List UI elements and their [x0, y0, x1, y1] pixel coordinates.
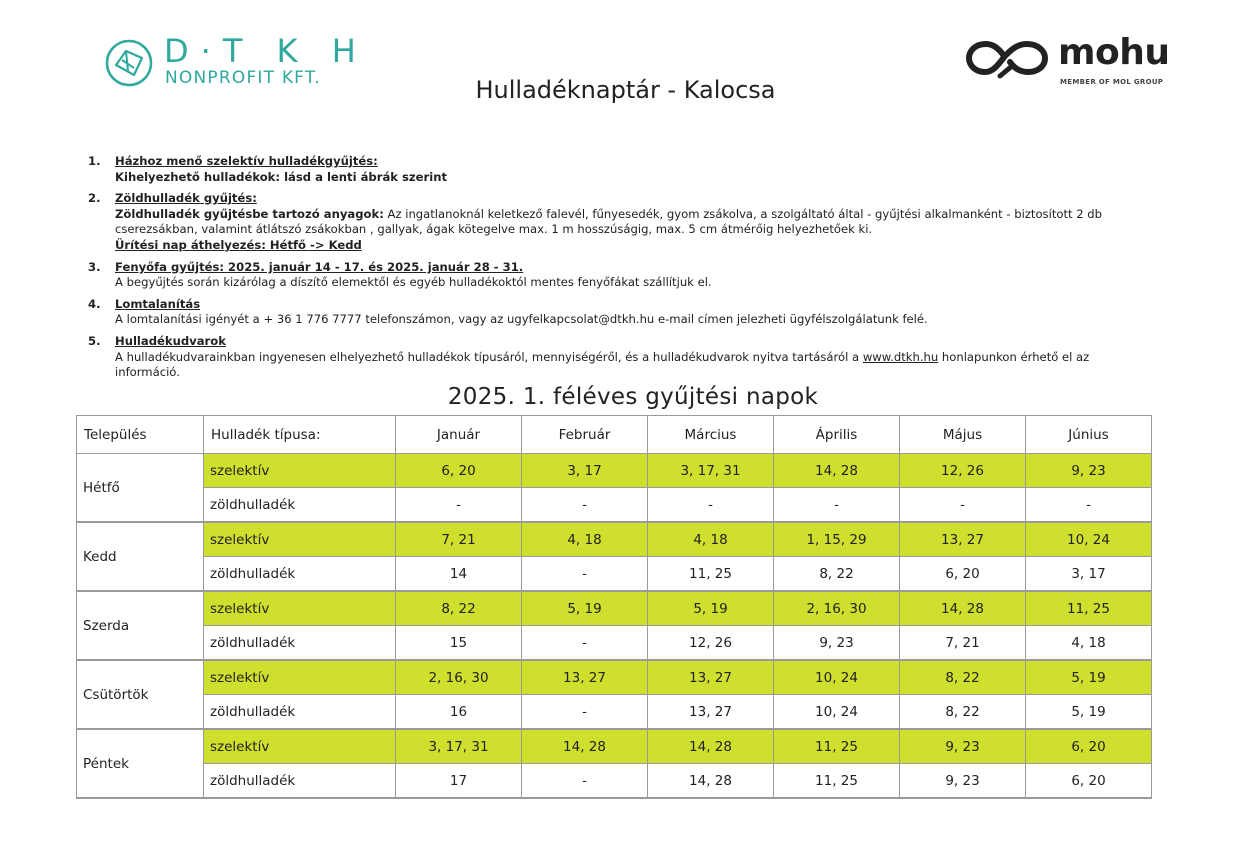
date-cell: 6, 20	[396, 454, 522, 488]
schedule-table	[76, 415, 1152, 799]
date-cell: 9, 23	[774, 626, 900, 661]
item-text	[115, 207, 1148, 238]
date-cell: 3, 17, 31	[396, 729, 522, 764]
column-header: Hulladék típusa:	[204, 416, 396, 454]
date-cell: 6, 20	[900, 557, 1026, 592]
dtkh-logo-subtitle: NONPROFIT KFT.	[165, 68, 322, 88]
info-item-household-collection	[88, 154, 1148, 185]
table-header-row	[77, 416, 1152, 454]
date-cell: 7, 21	[900, 626, 1026, 661]
waste-type-cell: szelektív	[204, 729, 396, 764]
mohu-logo-name: mohu	[1058, 32, 1170, 73]
column-header: Március	[648, 416, 774, 454]
date-cell: 6, 20	[1026, 729, 1152, 764]
schedule-body	[77, 454, 1152, 799]
item-number: 5.	[88, 333, 101, 348]
date-cell: 13, 27	[648, 695, 774, 730]
waste-type-cell: szelektív	[204, 522, 396, 557]
date-cell: 2, 16, 30	[396, 660, 522, 695]
date-cell: 14, 28	[648, 764, 774, 799]
item-heading: Zöldhulladék gyűjtés:	[115, 191, 257, 206]
date-cell: -	[396, 488, 522, 523]
date-cell: 9, 23	[900, 729, 1026, 764]
date-cell: -	[522, 764, 648, 799]
item-text: Kihelyezhető hulladékok: lásd a lenti ábrák szerint	[115, 169, 448, 184]
date-cell: 14, 28	[648, 729, 774, 764]
date-cell: 8, 22	[900, 695, 1026, 730]
date-cell: 1, 15, 29	[774, 522, 900, 557]
date-cell: 5, 19	[648, 591, 774, 626]
item-number: 3.	[88, 259, 101, 274]
item-number: 2.	[88, 191, 101, 206]
date-cell: 3, 17	[1026, 557, 1152, 592]
dtkh-logo-name: D·T K H	[164, 32, 368, 70]
table-row-green-waste	[77, 764, 1152, 799]
date-cell: -	[522, 488, 648, 523]
date-cell: 7, 21	[396, 522, 522, 557]
day-cell: Csütörtök	[77, 660, 204, 729]
item-text	[115, 350, 1148, 381]
date-cell: 11, 25	[774, 764, 900, 799]
date-cell: 12, 26	[648, 626, 774, 661]
date-cell: 5, 19	[1026, 660, 1152, 695]
date-cell: 4, 18	[648, 522, 774, 557]
table-row-green-waste	[77, 695, 1152, 730]
date-cell: 10, 24	[774, 695, 900, 730]
date-cell: 8, 22	[396, 591, 522, 626]
day-cell: Szerda	[77, 591, 204, 660]
date-cell: 12, 26	[900, 454, 1026, 488]
date-cell: 13, 27	[522, 660, 648, 695]
waste-type-cell: szelektív	[204, 454, 396, 488]
day-cell: Péntek	[77, 729, 204, 798]
column-header: Június	[1026, 416, 1152, 454]
table-row-green-waste	[77, 488, 1152, 523]
mohu-logo-subtitle: MEMBER OF MOL GROUP	[1060, 78, 1164, 86]
date-cell: 3, 17, 31	[648, 454, 774, 488]
table-row-selective	[77, 729, 1152, 764]
info-list	[88, 154, 1148, 387]
date-cell: 14, 28	[522, 729, 648, 764]
day-cell: Hétfő	[77, 454, 204, 523]
column-header: Április	[774, 416, 900, 454]
date-cell: 10, 24	[1026, 522, 1152, 557]
item-heading: Lomtalanítás	[115, 296, 201, 311]
date-cell: 15	[396, 626, 522, 661]
column-header: Február	[522, 416, 648, 454]
date-cell: 5, 19	[1026, 695, 1152, 730]
date-cell: -	[522, 626, 648, 661]
mohu-infinity-icon	[966, 36, 1048, 80]
item-heading: Fenyőfa gyűjtés: 2025. január 14 - 17. és 2025. január 28 - 31.	[115, 259, 524, 274]
date-cell: -	[522, 557, 648, 592]
item-lead: Zöldhulladék gyűjtésbe tartozó anyagok:	[115, 206, 384, 221]
day-cell: Kedd	[77, 522, 204, 591]
waste-type-cell: zöldhulladék	[204, 557, 396, 592]
date-cell: 13, 27	[900, 522, 1026, 557]
item-number: 4.	[88, 296, 101, 311]
column-header: Település	[77, 416, 204, 454]
item-heading: Házhoz menő szelektív hulladékgyűjtés:	[115, 154, 378, 168]
date-cell: -	[774, 488, 900, 523]
column-header: Január	[396, 416, 522, 454]
waste-type-cell: szelektív	[204, 660, 396, 695]
date-cell: -	[648, 488, 774, 523]
date-cell: 4, 18	[1026, 626, 1152, 661]
schedule-title: 2025. 1. féléves gyűjtési napok	[447, 384, 819, 410]
date-cell: 6, 20	[1026, 764, 1152, 799]
date-cell: 9, 23	[1026, 454, 1152, 488]
date-cell: 11, 25	[1026, 591, 1152, 626]
date-cell: 13, 27	[648, 660, 774, 695]
item-note: Ürítési nap áthelyezés: Hétfő -> Kedd	[115, 237, 362, 252]
item-body: Az ingatlanoknál keletkező falevél, fűnyesedék, gyom zsákolva, a szolgáltató által - gyűjtési alkalmanként - biztosított 2 db cserezsákban, valamint átlátszó zsákokban , gallyak, ágak kötegelve max. 1 m hosszúságig, max. 5 cm átmérőig helyezhetőek ki.	[115, 206, 1103, 237]
date-cell: 10, 24	[774, 660, 900, 695]
date-cell: -	[900, 488, 1026, 523]
item-text: A begyűjtés során kizárólag a díszítő elemektől és egyéb hulladékoktól mentes fenyőfákat szállítjuk el.	[115, 275, 712, 290]
page-title: Hulladéknaptár - Kalocsa	[475, 76, 776, 104]
date-cell: -	[522, 695, 648, 730]
date-cell: 14	[396, 557, 522, 592]
date-cell: 14, 28	[774, 454, 900, 488]
table-row-selective	[77, 591, 1152, 626]
waste-type-cell: szelektív	[204, 591, 396, 626]
item-text-after: honlapunkon érhető el az információ.	[115, 349, 1090, 380]
info-item-christmas-tree	[88, 260, 1148, 291]
waste-type-cell: zöldhulladék	[204, 695, 396, 730]
waste-type-cell: zöldhulladék	[204, 764, 396, 799]
date-cell: 4, 18	[522, 522, 648, 557]
date-cell: 3, 17	[522, 454, 648, 488]
date-cell: 16	[396, 695, 522, 730]
item-heading: Hulladékudvarok	[115, 333, 226, 348]
date-cell: 11, 25	[774, 729, 900, 764]
date-cell: 9, 23	[900, 764, 1026, 799]
date-cell: -	[1026, 488, 1152, 523]
date-cell: 5, 19	[522, 591, 648, 626]
date-cell: 2, 16, 30	[774, 591, 900, 626]
table-row-green-waste	[77, 557, 1152, 592]
info-item-green-waste	[88, 191, 1148, 253]
item-text-before: A hulladékudvarainkban ingyenesen elhelyezhető hulladékok típusáról, mennyiségéről, és a hulladékudvarok nyitva tartásáról a	[115, 349, 863, 364]
info-item-waste-yards	[88, 334, 1148, 381]
column-header: Május	[900, 416, 1026, 454]
item-text: A lomtalanítási igényét a + 36 1 776 7777 telefonszámon, vagy az ugyfelkapcsolat@dtkh.hu e-mail címen jelezheti ügyfélszolgálatunk felé.	[115, 312, 928, 327]
date-cell: 11, 25	[648, 557, 774, 592]
date-cell: 17	[396, 764, 522, 799]
date-cell: 14, 28	[900, 591, 1026, 626]
date-cell: 8, 22	[774, 557, 900, 592]
table-row-selective	[77, 660, 1152, 695]
item-number: 1.	[88, 154, 101, 168]
waste-type-cell: zöldhulladék	[204, 626, 396, 661]
info-item-bulky-waste	[88, 297, 1148, 328]
waste-type-cell: zöldhulladék	[204, 488, 396, 523]
table-row-selective	[77, 454, 1152, 488]
date-cell: 8, 22	[900, 660, 1026, 695]
table-row-selective	[77, 522, 1152, 557]
table-row-green-waste	[77, 626, 1152, 661]
website-link[interactable]: www.dtkh.hu	[862, 349, 939, 364]
